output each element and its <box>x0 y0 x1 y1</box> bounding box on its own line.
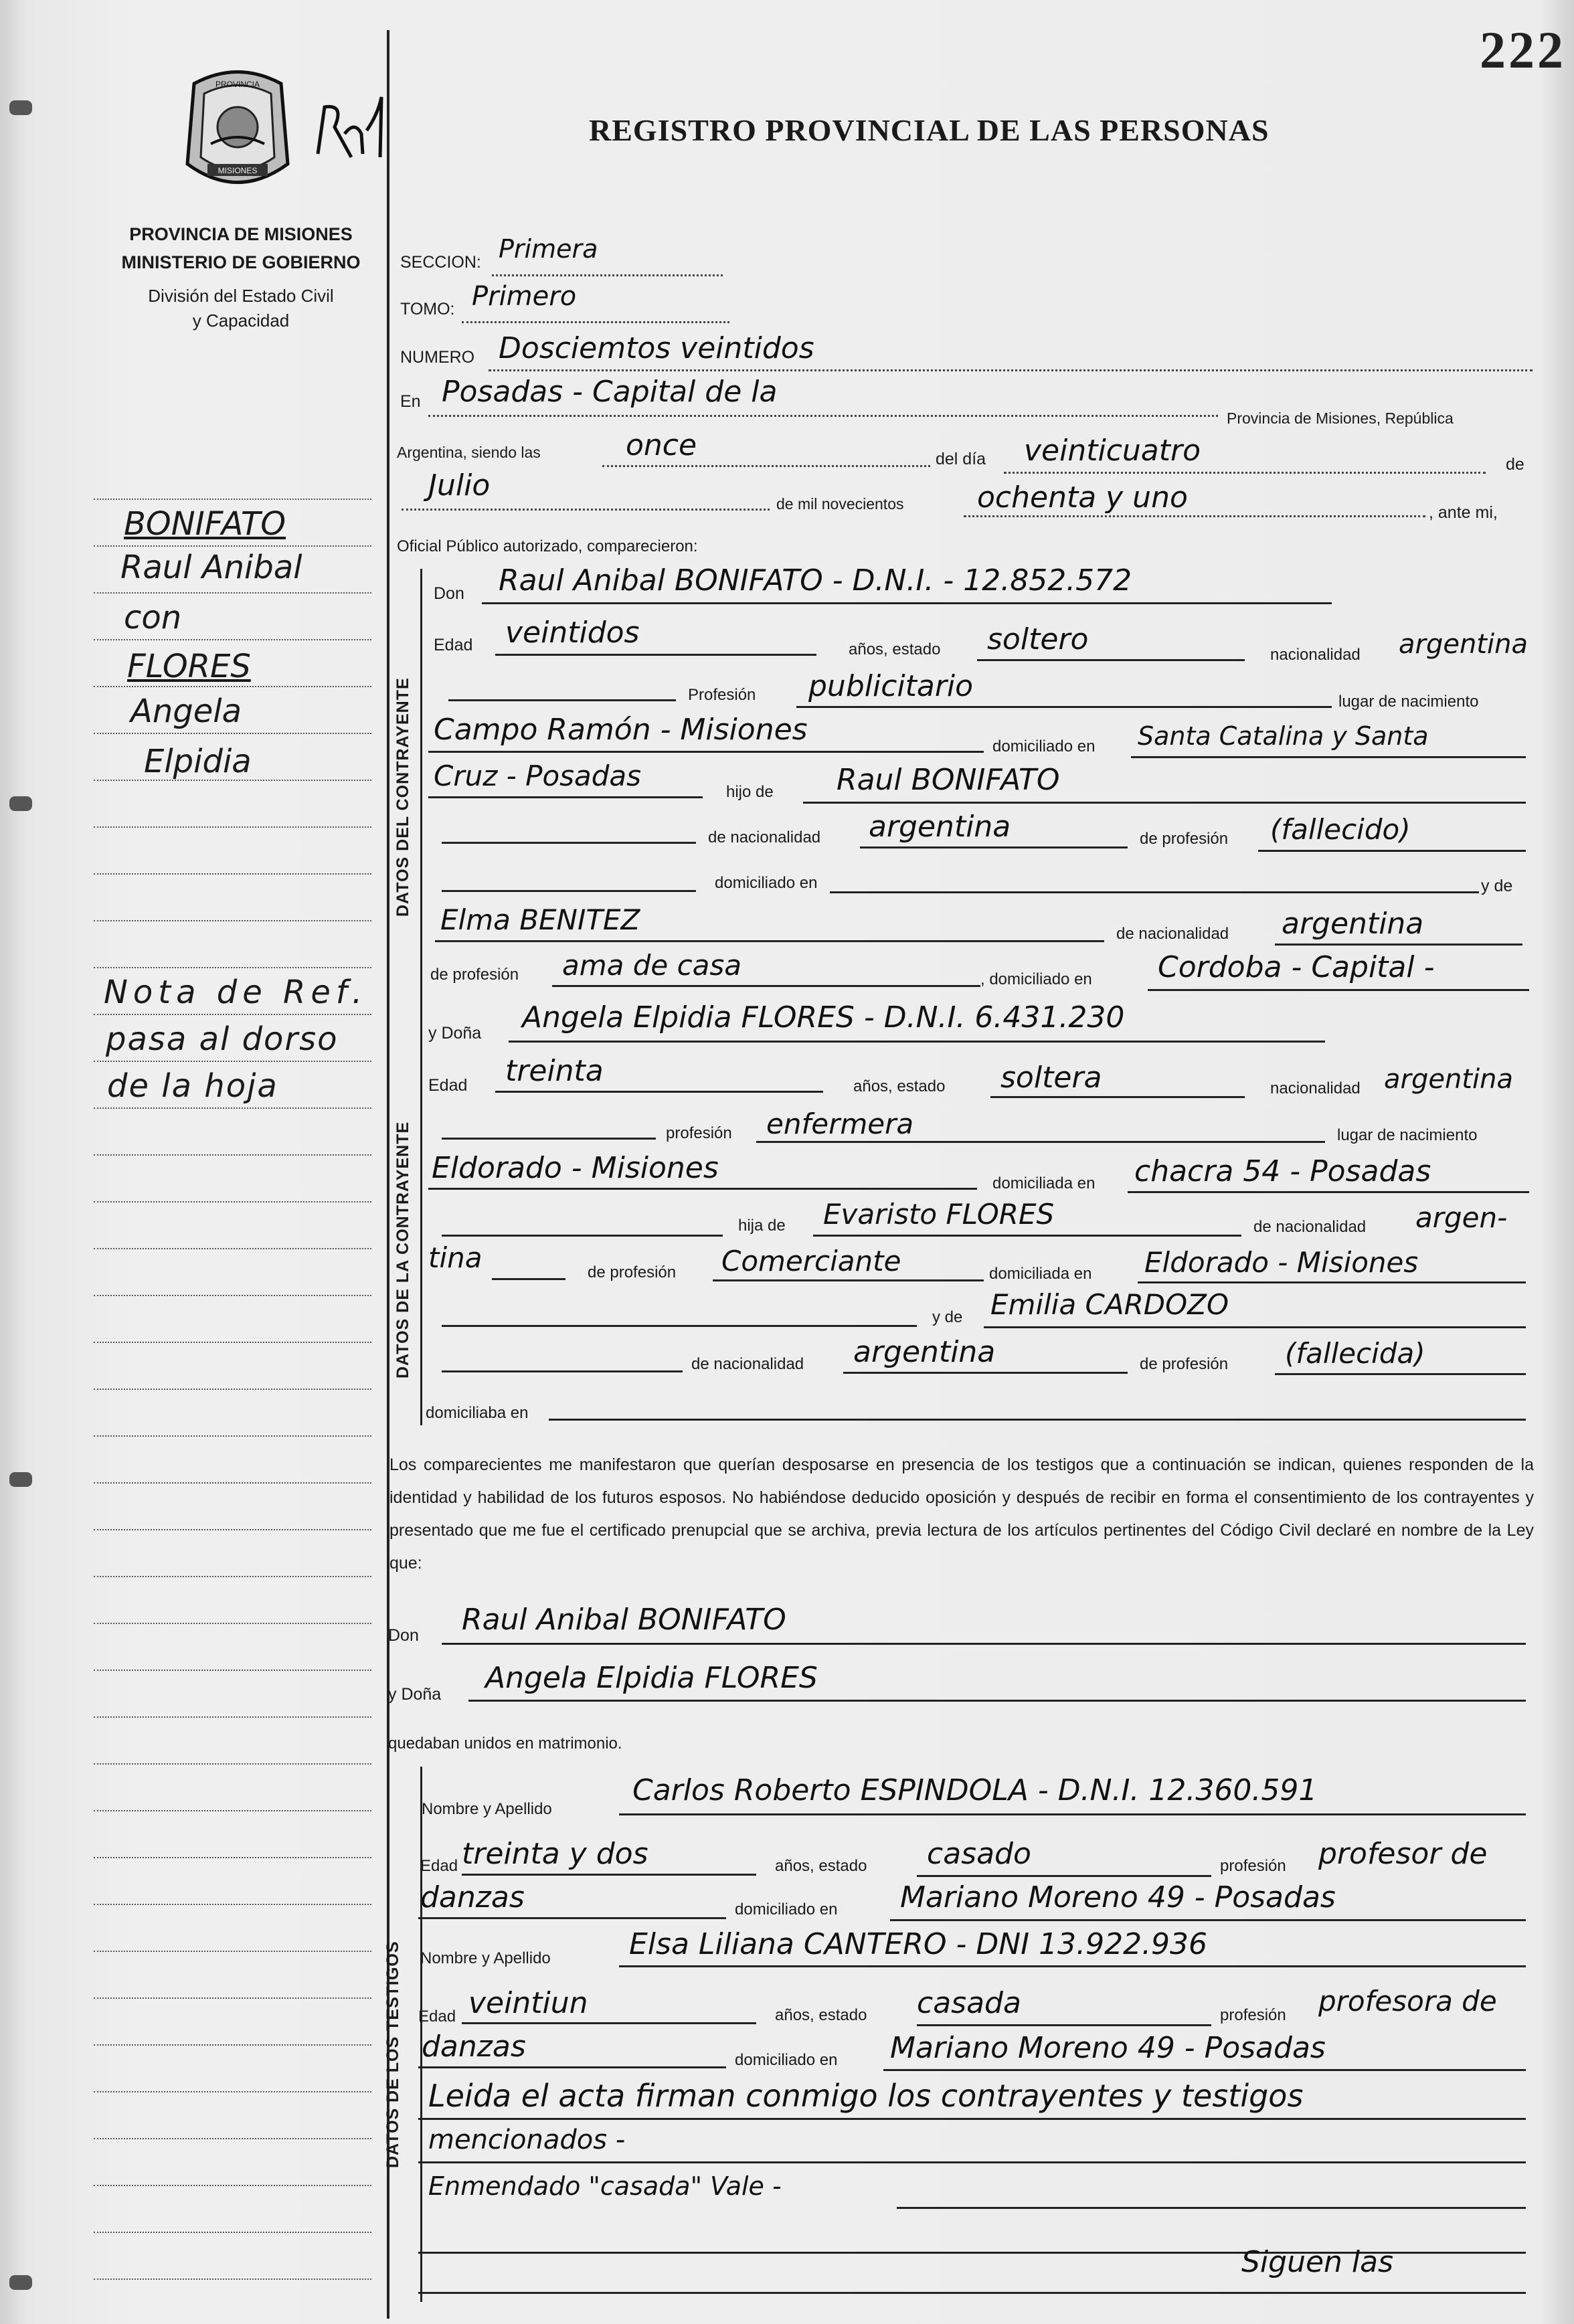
fill-line <box>977 659 1245 661</box>
dona-label: y Doña <box>428 1024 482 1043</box>
margin-rule <box>94 592 371 594</box>
oficial-label: Oficial Público autorizado, comparecieron: <box>397 537 698 555</box>
groom-edad: veintidos <box>505 616 640 650</box>
unidos-text: quedaban unidos en matrimonio. <box>388 1734 622 1753</box>
bride-hija-label: hija de <box>738 1217 786 1235</box>
fill-line <box>482 602 1332 604</box>
bride-father: Evaristo FLORES <box>823 1198 1055 1231</box>
fill-line <box>713 1279 984 1281</box>
fill-line <box>883 2069 1526 2071</box>
fill-line <box>442 1643 1526 1645</box>
fill-line <box>418 2066 726 2068</box>
margin-rule <box>94 2278 371 2280</box>
bride-domicilio: chacra 54 - Posadas <box>1134 1154 1431 1188</box>
witness1-edad: treinta y dos <box>462 1837 648 1871</box>
bride-padre-prof-label: de profesión <box>588 1263 677 1281</box>
bride-lugar: Eldorado - Misiones <box>432 1151 719 1185</box>
mes-value: Julio <box>428 468 491 503</box>
groom-name: Raul Anibal BONIFATO - D.N.I. - 12.852.572 <box>499 563 1132 598</box>
bride-mother: Emilia CARDOZO <box>990 1288 1229 1321</box>
t1-nombre-label: Nombre y Apellido <box>422 1800 552 1818</box>
dia-value: veinticuatro <box>1024 434 1201 468</box>
official-initials-mark <box>315 94 388 174</box>
bride-father-nac: argen- <box>1415 1201 1508 1234</box>
binder-ring <box>9 796 32 811</box>
ministry-name: MINISTERIO DE GOBIERNO <box>121 252 361 272</box>
groom-father: Raul BONIFATO <box>837 763 1060 797</box>
margin-rule <box>94 1716 371 1718</box>
fill-line <box>552 985 980 987</box>
t2-anios-label: años, estado <box>775 2006 867 2024</box>
margin-rule <box>94 826 371 828</box>
fill-line <box>509 1041 1325 1043</box>
groom-estado: soltero <box>987 622 1089 656</box>
bride-y-de-label: y de <box>932 1308 963 1326</box>
decl-don-label: Don <box>388 1626 419 1645</box>
binder-ring <box>9 100 32 115</box>
groom-domicilio-2: Cruz - Posadas <box>434 759 642 792</box>
fill-line <box>442 1325 917 1327</box>
margin-rule <box>94 873 371 875</box>
province-name: PROVINCIA DE MISIONES <box>129 224 353 244</box>
bride-madre-nac-label: de nacionalidad <box>691 1355 804 1373</box>
fill-line <box>442 1370 683 1372</box>
provincia-label: Provincia de Misiones, República <box>1227 410 1454 427</box>
fill-line <box>796 706 1332 708</box>
witness2-dom: Mariano Moreno 49 - Posadas <box>890 2031 1326 2065</box>
fill-line <box>418 2292 1526 2294</box>
decl-dona-label: y Doña <box>388 1685 442 1704</box>
fill-line <box>492 274 723 276</box>
fill-line <box>964 515 1425 517</box>
groom-father-prof: (fallecido) <box>1270 813 1411 846</box>
margin-rule <box>94 1482 371 1484</box>
margin-rule <box>94 1061 371 1062</box>
seccion-value: Primera <box>499 234 598 264</box>
fill-line <box>984 1326 1526 1328</box>
fill-line <box>428 751 984 753</box>
bride-madre-prof-label: de profesión <box>1140 1355 1229 1373</box>
fill-line <box>549 1419 1526 1421</box>
margin-rule <box>94 1529 371 1530</box>
witness2-name: Elsa Liliana CANTERO - DNI 13.922.936 <box>629 1927 1208 1961</box>
fill-line <box>890 1919 1526 1921</box>
fill-line <box>442 890 696 892</box>
bride-mother-nac: argentina <box>853 1335 996 1369</box>
fill-line <box>1148 989 1529 991</box>
bride-father-prof: Comerciante <box>721 1245 901 1277</box>
edad-label: Edad <box>434 636 473 654</box>
madre-dom-label: , domiciliado en <box>980 970 1092 988</box>
margin-rule <box>94 1997 371 1999</box>
margin-rule <box>94 1295 371 1296</box>
t1-edad-label: Edad <box>420 1857 458 1875</box>
bride-madre-dom-label: domiciliaba en <box>426 1404 529 1422</box>
contrayente-section-label: DATOS DEL CONTRAYENTE <box>394 677 412 917</box>
margin-rule <box>94 686 371 687</box>
division-line-1: División del Estado Civil <box>148 286 334 306</box>
t2-nombre-label: Nombre y Apellido <box>420 1949 551 1967</box>
margin-rule <box>94 967 371 968</box>
numero-value: Dosciemtos veintidos <box>499 331 814 365</box>
margin-rule <box>94 545 371 547</box>
y-de-label: y de <box>1481 877 1513 895</box>
margin-rule <box>94 2138 371 2139</box>
groom-father-nac: argentina <box>869 810 1011 844</box>
fill-line <box>462 2022 756 2024</box>
anio-value: ochenta y uno <box>977 480 1188 515</box>
t1-anios-label: años, estado <box>775 1857 867 1875</box>
witness2-prof: profesora de <box>1318 1985 1497 2018</box>
margin-con: con <box>124 599 182 636</box>
seal-text-top: PROVINCIA <box>215 80 260 89</box>
margin-surname-groom: BONIFATO <box>124 505 286 543</box>
margin-rule <box>94 1810 371 1811</box>
margin-rule <box>94 1857 371 1858</box>
fill-line <box>1275 944 1522 946</box>
bride-padre-nac-label: de nacionalidad <box>1253 1218 1367 1236</box>
fill-line <box>897 2207 1526 2209</box>
witness1-prof-2: danzas <box>420 1880 525 1914</box>
fill-line <box>990 1096 1245 1098</box>
margin-rule <box>94 733 371 734</box>
bride-mother-prof: (fallecida) <box>1285 1337 1425 1370</box>
page-number: 222 <box>1480 21 1566 79</box>
bride-anios-label: años, estado <box>853 1077 946 1095</box>
margin-rule <box>94 1670 371 1671</box>
margin-rule <box>94 1904 371 1905</box>
section-bracket <box>420 569 422 1425</box>
witness1-estado: casado <box>927 1837 1031 1871</box>
margin-rule <box>94 499 371 500</box>
lugar-label: lugar de nacimiento <box>1338 693 1479 711</box>
margin-rule <box>94 1201 371 1202</box>
fill-line <box>1004 472 1486 474</box>
fill-line <box>402 509 770 511</box>
fill-line <box>442 842 696 844</box>
margin-surname-bride: FLORES <box>127 648 251 685</box>
fill-line <box>860 846 1128 848</box>
hora-value: once <box>626 428 697 462</box>
fill-line <box>1138 1281 1526 1283</box>
padre-dom-label: domiciliado en <box>715 874 818 892</box>
margin-rule <box>94 639 371 640</box>
witness1-name: Carlos Roberto ESPINDOLA - D.N.I. 12.360.591 <box>632 1773 1318 1807</box>
margin-rule <box>94 1951 371 1952</box>
margin-rule <box>94 2185 371 2186</box>
fill-line <box>1258 850 1526 852</box>
t2-edad-label: Edad <box>418 2007 456 2026</box>
ante-label: , ante mi, <box>1429 503 1498 522</box>
margin-rule <box>94 1107 371 1109</box>
margin-rule <box>94 1576 371 1577</box>
de-label: de <box>1506 455 1524 474</box>
groom-mother-prof: ama de casa <box>562 949 742 982</box>
bride-father-dom: Eldorado - Misiones <box>1144 1246 1419 1279</box>
fill-line <box>442 1138 656 1140</box>
margin-rule <box>94 2044 371 2046</box>
fill-line <box>435 940 1104 942</box>
witness2-estado: casada <box>917 1986 1021 2020</box>
margin-rule <box>94 920 371 921</box>
margin-rule <box>94 1248 371 1249</box>
bride-profesion: enfermera <box>766 1107 914 1140</box>
bride-edad: treinta <box>505 1054 604 1088</box>
groom-lugar: Campo Ramón - Misiones <box>434 713 808 747</box>
fill-line <box>428 796 703 798</box>
tomo-label: TOMO: <box>400 300 455 319</box>
nacionalidad-label: nacionalidad <box>1270 646 1361 664</box>
page-title: REGISTRO PROVINCIAL DE LAS PERSONAS <box>589 113 1270 147</box>
padre-prof-label: de profesión <box>1140 830 1229 848</box>
t1-prof-label: profesión <box>1220 1857 1286 1875</box>
bride-edad-label: Edad <box>428 1076 468 1095</box>
fill-line <box>428 1188 977 1190</box>
margin-rule <box>94 1154 371 1156</box>
division-line-2: y Capacidad <box>192 310 290 331</box>
decl-groom-name: Raul Anibal BONIFATO <box>462 1603 786 1637</box>
dia-label: del día <box>936 450 986 468</box>
bride-dom-label: domiciliada en <box>992 1174 1096 1192</box>
en-value: Posadas - Capital de la <box>442 375 778 409</box>
margin-note-line-2: pasa al dorso <box>106 1020 339 1058</box>
seal-text-bottom: MISIONES <box>217 166 258 175</box>
margin-name-bride-1: Angela <box>130 693 242 730</box>
fill-line <box>428 415 1218 417</box>
padre-nac-label: de nacionalidad <box>708 828 821 846</box>
margin-note-line-3: de la hoja <box>107 1067 278 1105</box>
margin-rule <box>94 1435 371 1437</box>
bride-padre-dom-label: domiciliada en <box>989 1265 1092 1283</box>
witness2-edad: veintiun <box>468 1986 588 2020</box>
groom-mother-nac: argentina <box>1282 907 1424 941</box>
groom-profesion: publicitario <box>808 669 974 703</box>
fill-line <box>803 802 1526 804</box>
margin-rule <box>94 2091 371 2092</box>
bride-father-nac-2: tina <box>428 1241 483 1274</box>
bride-prof-label: profesión <box>666 1124 732 1142</box>
anios-label: años, estado <box>849 640 941 658</box>
bride-estado: soltera <box>1000 1061 1102 1095</box>
fill-line <box>492 1278 565 1280</box>
groom-mother: Elma BENITEZ <box>440 903 640 936</box>
t2-prof-label: profesión <box>1220 2006 1286 2024</box>
margin-name-groom: Raul Anibal <box>120 549 302 586</box>
fill-line <box>830 891 1479 893</box>
numero-label: NUMERO <box>400 348 475 367</box>
siguen-note: Siguen las <box>1241 2245 1394 2279</box>
testigos-section-label: DATOS DE LOS TESTIGOS <box>383 1941 402 2168</box>
fill-line <box>462 321 729 323</box>
bride-nacionalidad: argentina <box>1384 1064 1513 1095</box>
margin-rule <box>94 2232 371 2233</box>
fill-line <box>1128 1191 1529 1193</box>
en-label: En <box>400 392 421 411</box>
margin-rule <box>94 1623 371 1624</box>
fill-line <box>489 369 1533 371</box>
decl-bride-name: Angela Elpidia FLORES <box>485 1661 818 1695</box>
madre-prof-label: de profesión <box>430 966 519 984</box>
fill-line <box>448 699 676 701</box>
t2-dom-label: domiciliado en <box>735 2051 838 2069</box>
witness1-prof: profesor de <box>1318 1837 1488 1871</box>
margin-note-line-1: Nota de Ref. <box>104 974 368 1011</box>
fill-line <box>418 2118 1526 2120</box>
argentina-label: Argentina, siendo las <box>397 444 541 461</box>
fill-line <box>843 1372 1128 1374</box>
closing-line-1: Leida el acta firman conmigo los contrayentes y testigos <box>428 2078 1304 2114</box>
fill-line <box>619 1965 1526 1967</box>
witness1-dom: Mariano Moreno 49 - Posadas <box>900 1880 1336 1914</box>
seccion-label: SECCION: <box>400 253 481 272</box>
fill-line <box>495 654 816 656</box>
groom-mother-dom: Cordoba - Capital - <box>1158 950 1435 984</box>
declaration-text: Los comparecientes me manifestaron que querían desposarse en presencia de los testigos que a continuación se indican, quienes responden de la identidad y habilidad de los futuros esposos. No habiéndose deducido oposición y después de recibir en forma el consentimiento de los contrayentes y presentado que me fue el certificado prenupcial que se archiva, previa lectura de los artículos pertinentes del Código Civil declaré en nombre de la Ley que: <box>389 1455 1534 1573</box>
domicilio-label: domiciliado en <box>992 737 1096 755</box>
fill-line <box>917 1875 1211 1877</box>
margin-rule <box>94 1389 371 1390</box>
fill-line <box>468 1700 1526 1702</box>
don-label: Don <box>434 584 464 603</box>
bride-name: Angela Elpidia FLORES - D.N.I. 6.431.230 <box>522 1000 1125 1035</box>
closing-line-2: mencionados - <box>428 2125 626 2155</box>
fill-line <box>756 1141 1325 1143</box>
margin-rule <box>94 1014 371 1015</box>
enmendado-note: Enmendado "casada" Vale - <box>428 2171 782 2201</box>
witness2-prof-2: danzas <box>422 2030 526 2064</box>
groom-domicilio: Santa Catalina y Santa <box>1138 721 1429 751</box>
fill-line <box>462 1874 756 1876</box>
fill-line <box>418 1917 726 1919</box>
binder-ring <box>9 2275 32 2290</box>
contrayenta-section-label: DATOS DE LA CONTRAYENTE <box>394 1121 412 1378</box>
hijo-label: hijo de <box>726 783 774 801</box>
margin-rule <box>94 1342 371 1343</box>
fill-line <box>602 465 930 467</box>
fill-line <box>1131 756 1526 758</box>
bride-lugar-label: lugar de nacimiento <box>1337 1126 1478 1144</box>
groom-nacionalidad: argentina <box>1399 629 1528 660</box>
province-seal-icon <box>181 64 294 197</box>
margin-rule <box>94 1763 371 1765</box>
fill-line <box>418 2161 1526 2163</box>
t1-dom-label: domiciliado en <box>735 1900 838 1918</box>
fill-line <box>619 1813 1526 1815</box>
madre-nac-label: de nacionalidad <box>1116 925 1229 943</box>
fill-line <box>917 2024 1211 2026</box>
profesion-label: Profesión <box>688 686 756 704</box>
fill-line <box>1275 1373 1526 1375</box>
bride-nac-label: nacionalidad <box>1270 1079 1361 1097</box>
binder-ring <box>9 1472 32 1487</box>
fill-line <box>495 1091 823 1093</box>
fill-line <box>813 1235 1241 1237</box>
fill-line <box>442 1235 723 1237</box>
mil-label: de mil novecientos <box>776 495 904 513</box>
tomo-value: Primero <box>472 281 577 312</box>
margin-name-bride-2: Elpidia <box>144 743 252 780</box>
